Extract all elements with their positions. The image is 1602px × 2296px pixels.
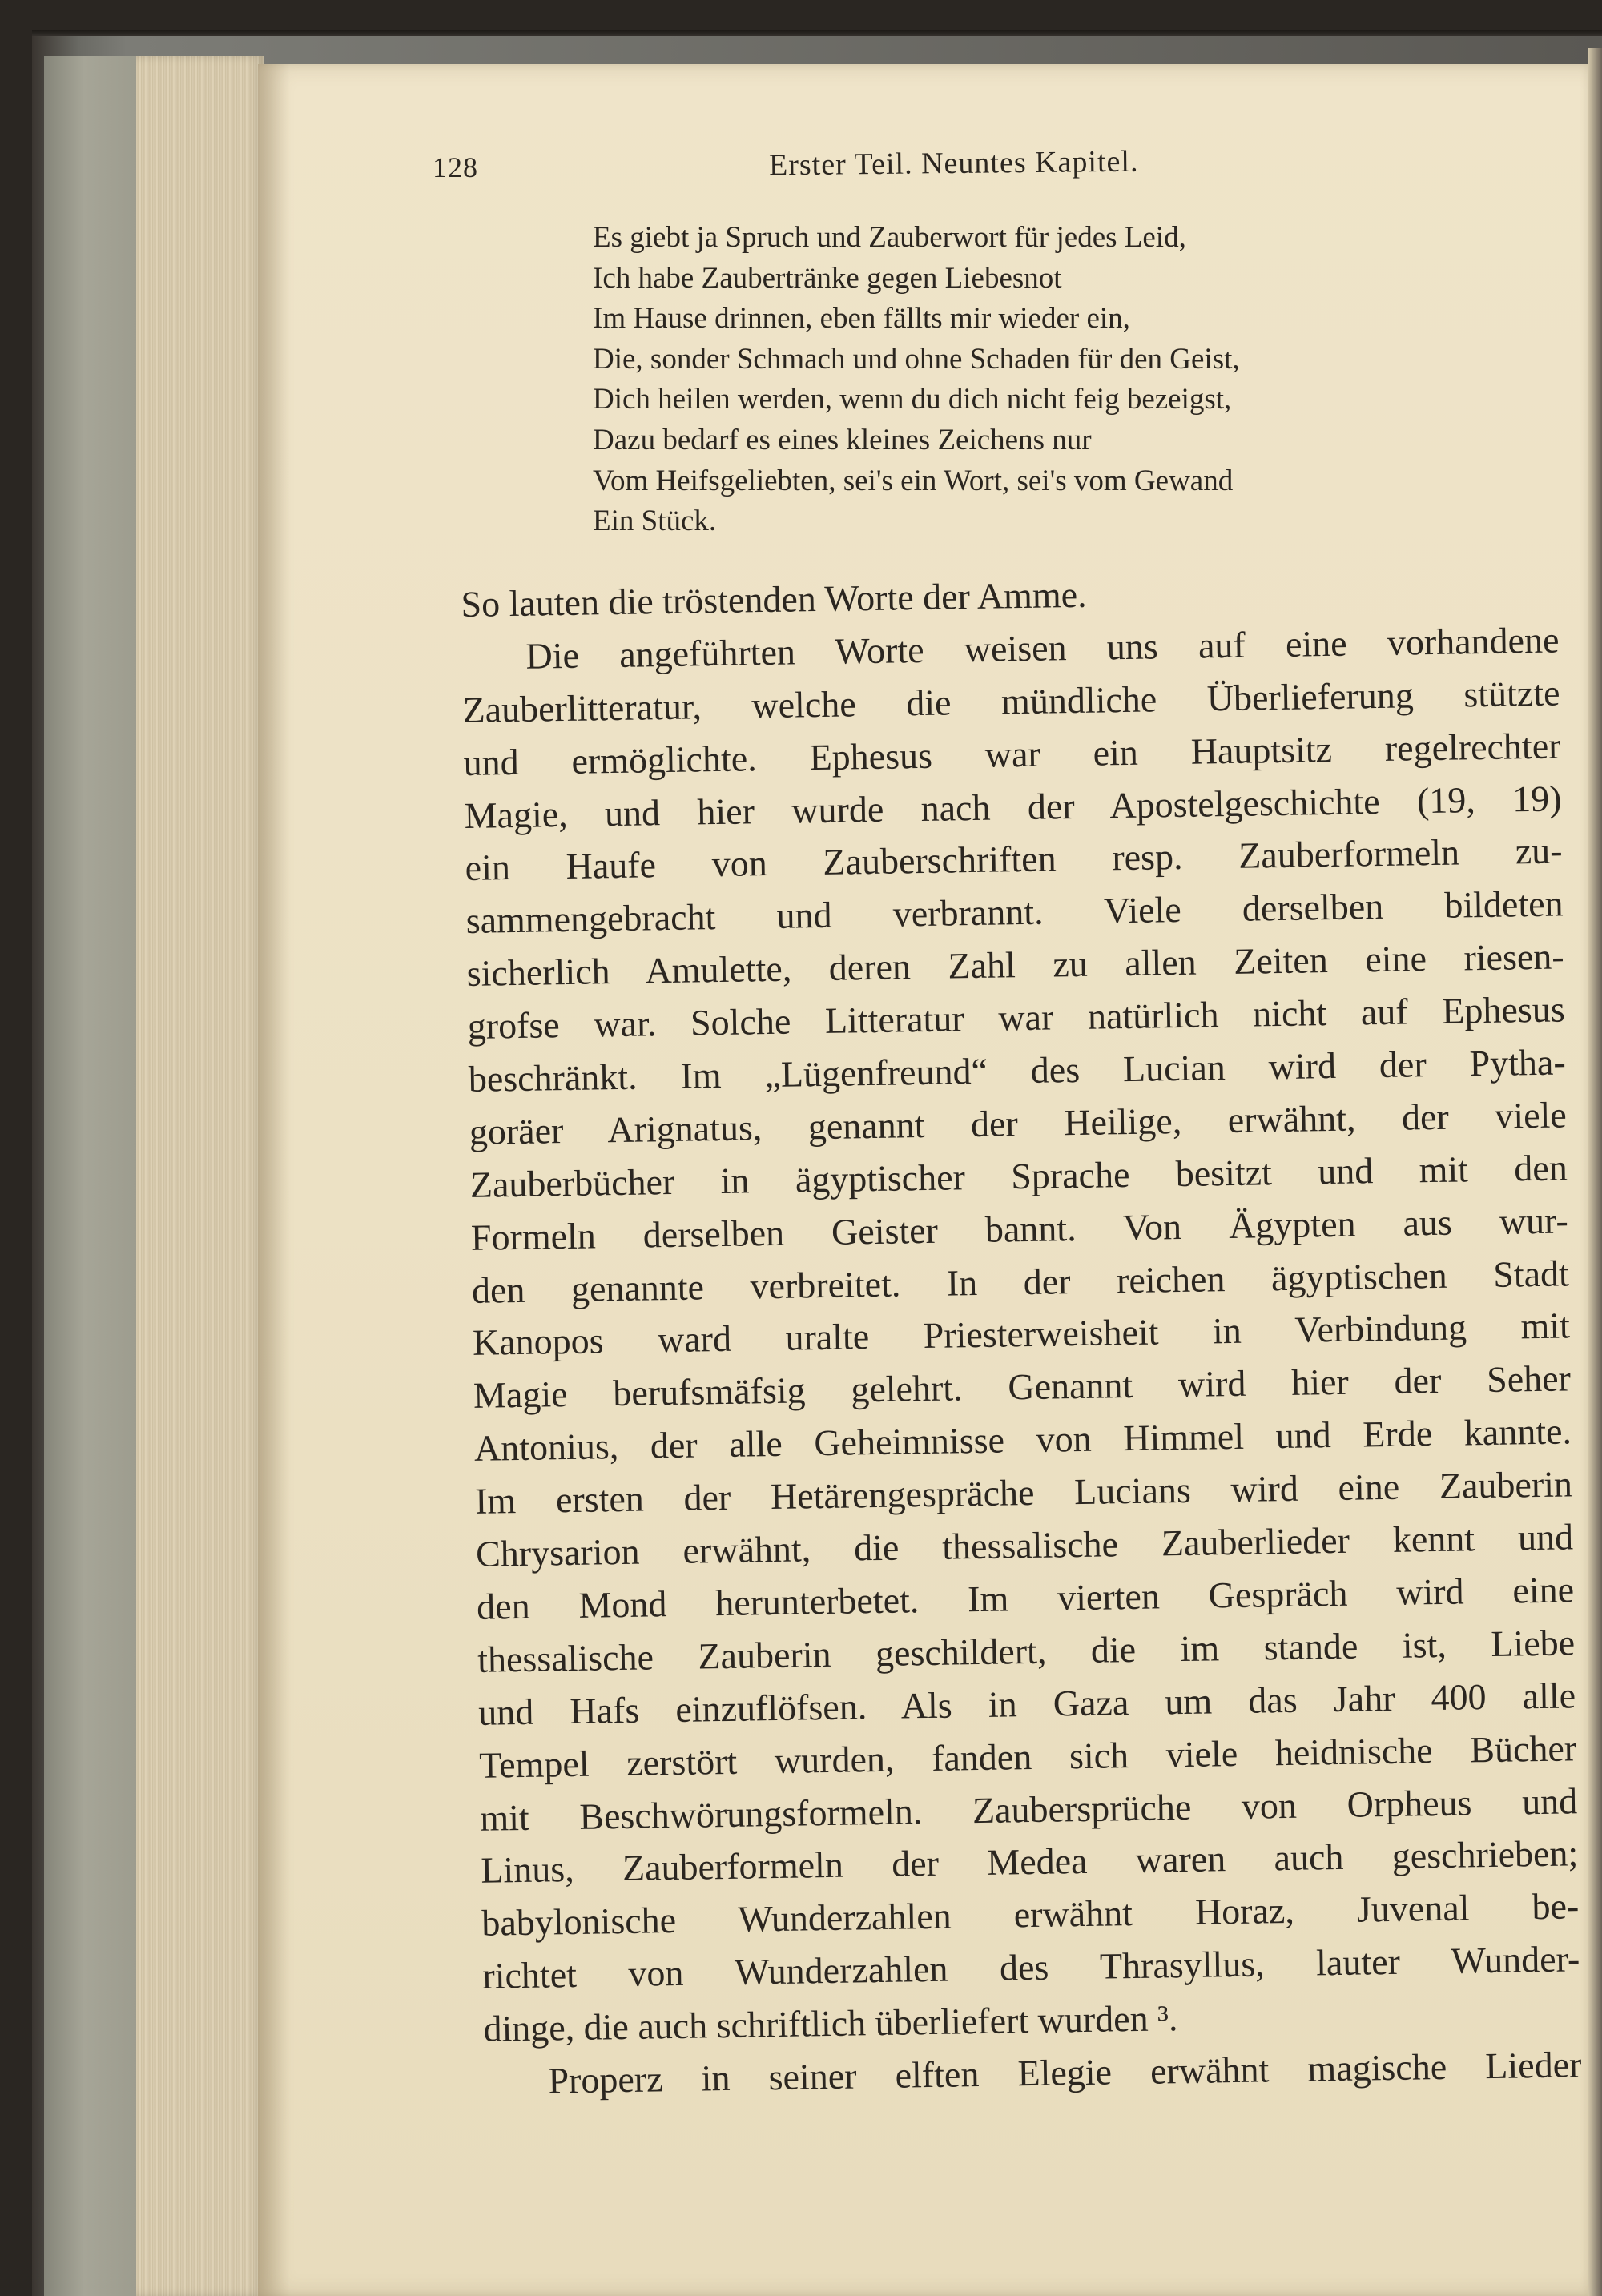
- text-line: Zauberbücher in ägyptischer Sprache besitzt und mit den: [469, 1147, 1568, 1205]
- text-line: ein Haufe von Zauberschriften resp. Zauberformeln zu-: [465, 830, 1563, 889]
- text-line: babylonische Wunderzahlen erwähnt Horaz, Juvenal be-: [481, 1885, 1580, 1944]
- text-line: den genannte verbreitet. In der reichen ägyptischen Stadt: [471, 1252, 1570, 1311]
- text-line: sammengebracht und verbrannt. Viele derselben bildeten: [465, 883, 1564, 942]
- text-line: thessalische Zauberin geschildert, die im stande ist, Liebe: [477, 1622, 1576, 1680]
- text-line: Linus, Zauberformeln der Medea waren auch geschrieben;: [480, 1832, 1579, 1892]
- verse-line: Ein Stück.: [593, 505, 717, 538]
- page-number: 128: [433, 151, 478, 183]
- text-line: Magie, und hier wurde nach der Apostelgeschichte (19, 19): [464, 778, 1562, 836]
- book-right-edge: [1588, 48, 1602, 2296]
- text-line: Die angeführten Worte weisen uns auf eine vorhandene: [525, 619, 1560, 677]
- text-line: Chrysarion erwähnt, die thessalische Zauberlieder kennt und: [475, 1516, 1574, 1574]
- book-spine-board: [44, 56, 144, 2296]
- text-line: mit Beschwörungsformeln. Zaubersprüche von Orpheus und: [479, 1779, 1578, 1839]
- text-line: und Hafs einzuflöfsen. Als in Gaza um das Jahr 400 alle: [477, 1675, 1576, 1733]
- text-line: Formeln derselben Geister bannt. Von Ägypten aus wur-: [470, 1200, 1569, 1258]
- verse-line: Dazu bedarf es eines kleines Zeichens nur: [593, 423, 1092, 456]
- text-line: dinge, die auch schriftlich überliefert wurden ³.: [483, 1997, 1178, 2049]
- running-head: Erster Teil. Neuntes Kapitel.: [768, 144, 1139, 183]
- text-line: So lauten die tröstenden Worte der Amme.: [461, 573, 1087, 625]
- text-line: goräer Arignatus, genannt der Heilige, erwähnt, der viele: [469, 1094, 1568, 1152]
- verse-line: Im Hause drinnen, eben fällts mir wieder ein,: [593, 302, 1130, 336]
- text-line: und ermöglichte. Ephesus war ein Hauptsitz regelrechter: [463, 725, 1561, 783]
- verse-line: Ich habe Zaubertränke gegen Liebesnot: [593, 261, 1062, 295]
- gutter-shadow: [258, 64, 290, 2296]
- text-line: Kanopos ward uralte Priesterweisheit in Verbindung mit: [472, 1305, 1571, 1364]
- verse-block: [593, 218, 1506, 542]
- text-line: beschränkt. Im „Lügenfreund“ des Lucian wird der Pytha-: [468, 1041, 1567, 1100]
- text-line: sicherlich Amulette, deren Zahl zu allen Zeiten eine riesen-: [466, 935, 1564, 995]
- verse-line: Vom Heifsgeliebten, sei's ein Wort, sei's vom Gewand: [593, 464, 1234, 497]
- page-edges: [136, 56, 264, 2296]
- body-text: [461, 561, 1582, 2108]
- verse-line: Die, sonder Schmach und ohne Schaden für den Geist,: [593, 342, 1240, 376]
- verse-line: Es giebt ja Spruch und Zauberwort für jedes Leid,: [593, 221, 1186, 254]
- text-line: Magie berufsmäfsig gelehrt. Genannt wird hier der Seher: [473, 1357, 1572, 1417]
- text-line: richtet von Wunderzahlen des Thrasyllus, lauter Wunder-: [482, 1938, 1580, 1996]
- text-line: Im ersten der Hetärengespräche Lucians wird eine Zauberin: [474, 1463, 1573, 1522]
- page-header: [433, 144, 1234, 199]
- verse-line: Dich heilen werden, wenn du dich nicht feig bezeigst,: [593, 383, 1232, 416]
- text-line: Tempel zerstört wurden, fanden sich viele heidnische Bücher: [478, 1727, 1577, 1786]
- text-line: den Mond herunterbetet. Im vierten Gespräch wird eine: [476, 1569, 1575, 1627]
- text-line: Zauberlitteratur, welche die mündliche Überlieferung stützte: [462, 672, 1560, 730]
- text-line: Antonius, der alle Geheimnisse von Himmel und Erde kannte.: [473, 1410, 1572, 1470]
- text-line: Properz in seiner elften Elegie erwähnt magische Lieder: [548, 2044, 1582, 2101]
- text-line: grofse war. Solche Litteratur war natürlich nicht auf Ephesus: [467, 988, 1566, 1047]
